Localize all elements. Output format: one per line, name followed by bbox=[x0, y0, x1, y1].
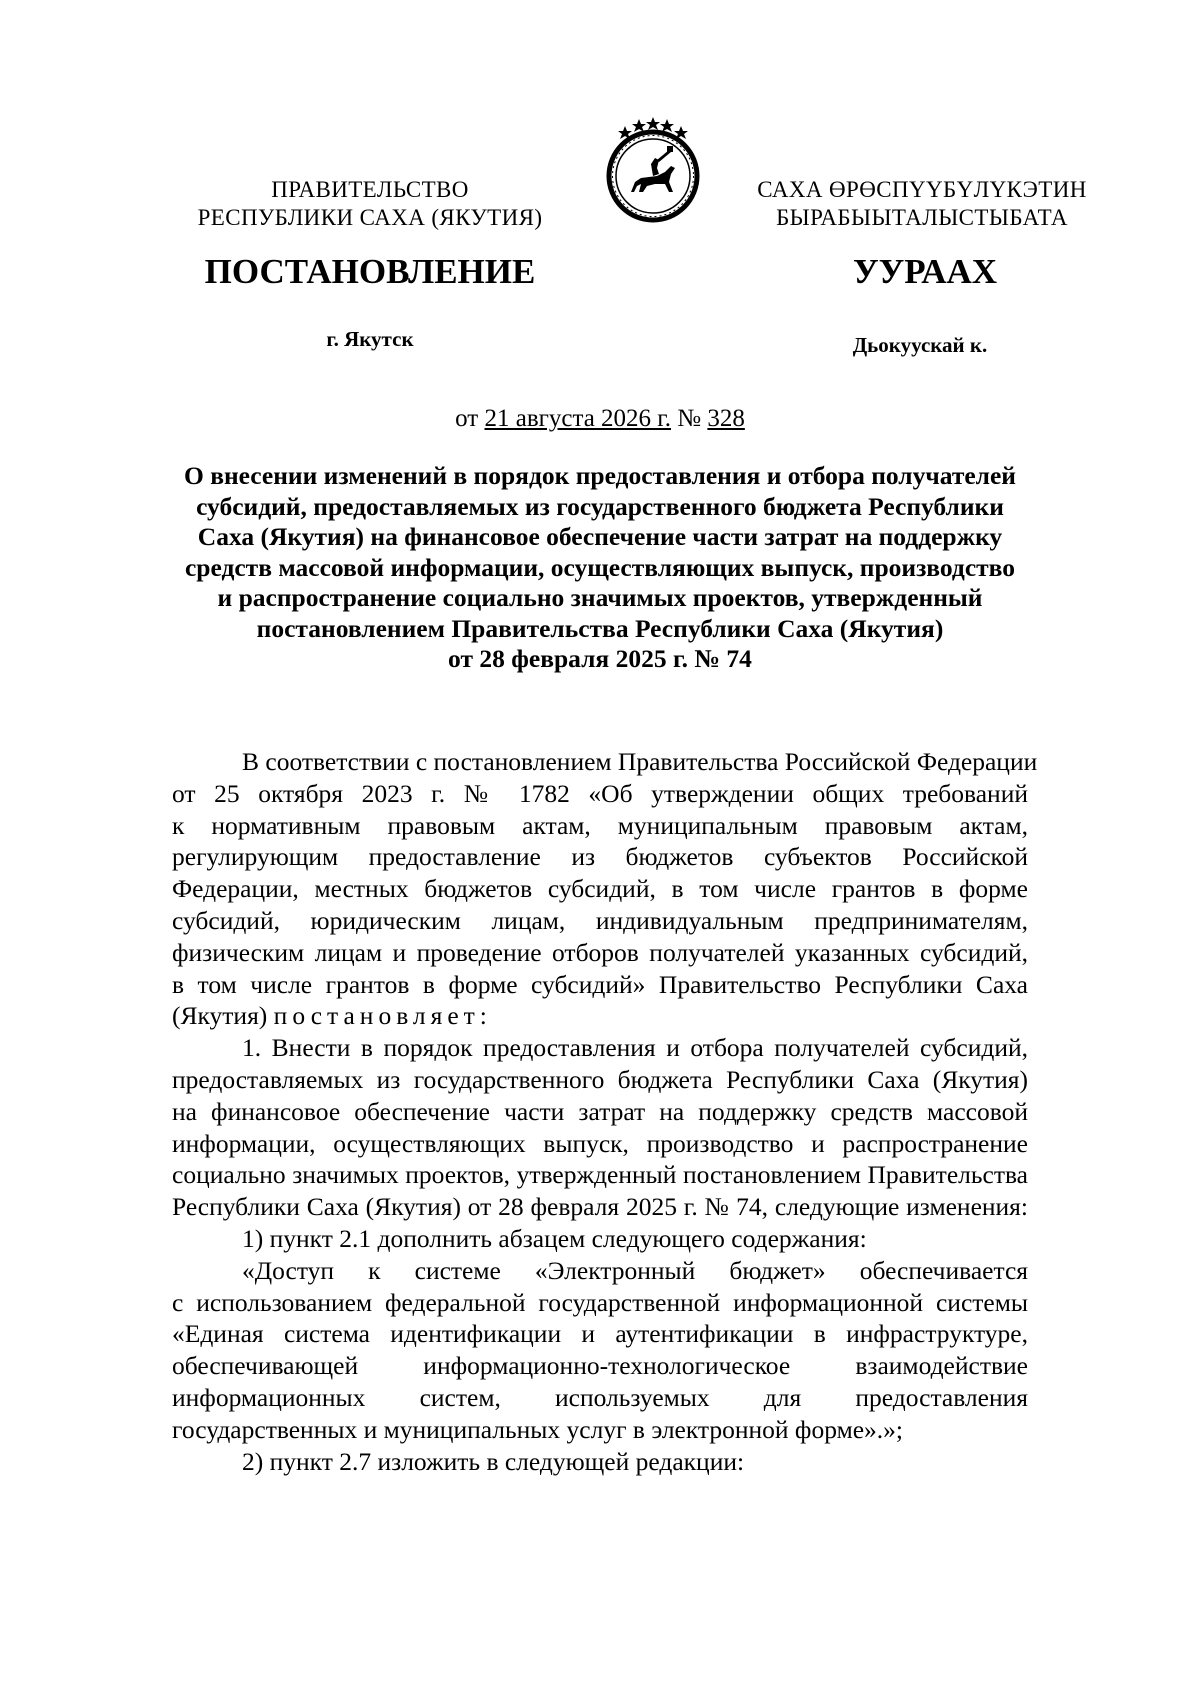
body-line: субсидий, юридическим лицам, индивидуальным предпринимателям, bbox=[172, 905, 1028, 935]
title-line: субсидий, предоставляемых из государственного бюджета Республики bbox=[196, 491, 1004, 521]
body-line: «Доступ к системе «Электронный бюджет» обеспечивается bbox=[242, 1255, 1028, 1285]
coat-of-arms-icon bbox=[597, 112, 709, 226]
body-line: социально значимых проектов, утвержденный постановлением Правительства bbox=[172, 1160, 1028, 1190]
doc-kind-sa: УУРААХ bbox=[852, 252, 998, 291]
document-body bbox=[172, 746, 1038, 1477]
title-line: от 28 февраля 2025 г. № 74 bbox=[448, 644, 752, 673]
doc-date: 21 августа 2026 г. bbox=[484, 405, 671, 432]
title-line: и распространение социально значимых проектов, утвержденный bbox=[217, 583, 983, 612]
document-title bbox=[172, 461, 1028, 675]
issuer-sa bbox=[737, 176, 1107, 232]
body-line: от 25 октября 2023 г. № 1782 «Об утверждении общих требований bbox=[172, 778, 1028, 808]
body-line: с использованием федеральной государственной информационной системы bbox=[172, 1287, 1028, 1317]
doc-kind-ru: ПОСТАНОВЛЕНИЕ bbox=[204, 252, 536, 291]
issuer-ru bbox=[175, 176, 565, 232]
body-line-resolves bbox=[172, 1000, 1028, 1032]
body-line: информации, осуществляющих выпуск, производство и распространение bbox=[172, 1128, 1028, 1158]
body-line: «Единая система идентификации и аутентификации в инфраструктуре, bbox=[172, 1319, 1028, 1349]
title-line: средств массовой информации, осуществляющих выпуск, производство bbox=[184, 552, 1016, 582]
body-line: В соответствии с постановлением Правительства Российской Федерации bbox=[242, 747, 1038, 776]
issuer-ru-line1: ПРАВИТЕЛЬСТВО bbox=[271, 177, 469, 202]
body-line: Республики Саха (Якутия) от 28 февраля 2025 г. № 74, следующие изменения: bbox=[172, 1192, 1028, 1222]
body-line: 1. Внести в порядок предоставления и отбора получателей субсидий, bbox=[242, 1033, 1028, 1063]
city-sa: Дьокуускай к. bbox=[852, 333, 988, 357]
body-line: информационных систем, используемых для предоставления bbox=[172, 1382, 1028, 1412]
title-line: постановлением Правительства Республики Саха (Якутия) bbox=[256, 613, 944, 643]
issuer-ru-line2: РЕСПУБЛИКИ САХА (ЯКУТИЯ) bbox=[197, 205, 543, 230]
number-sign: № bbox=[677, 405, 702, 432]
body-line: в том числе грантов в форме субсидий» Правительство Республики Саха bbox=[172, 969, 1028, 999]
date-prefix: от bbox=[455, 405, 479, 432]
body-line: Федерации, местных бюджетов субсидий, в том числе грантов в форме bbox=[172, 874, 1028, 904]
body-line: физическим лицам и проведение отборов получателей указанных субсидий, bbox=[172, 937, 1028, 967]
issuer-sa-line2: БЫРАБЫЫТАЛЫСТЫБАТА bbox=[776, 205, 1068, 230]
body-line-start: (Якутия) bbox=[172, 1001, 274, 1031]
body-line: на финансовое обеспечение части затрат на поддержку средств массовой bbox=[172, 1096, 1028, 1126]
body-line: 2) пункт 2.7 изложить в следующей редакции: bbox=[242, 1446, 745, 1476]
title-line: О внесении изменений в порядок предоставления и отбора получателей bbox=[183, 461, 1016, 490]
body-line: государственных и муниципальных услуг в электронной форме».»; bbox=[172, 1414, 903, 1444]
body-line: 1) пункт 2.1 дополнить абзацем следующего содержания: bbox=[242, 1223, 867, 1253]
body-line: к нормативным правовым актам, муниципальным правовым актам, bbox=[172, 810, 1028, 840]
doc-number: 328 bbox=[707, 405, 745, 432]
date-and-number bbox=[300, 404, 900, 434]
city-ru: г. Якутск bbox=[326, 327, 414, 351]
resolves-word: постановляет: bbox=[273, 1001, 492, 1031]
body-line: регулирующим предоставление из бюджетов субъектов Российской bbox=[172, 842, 1028, 872]
title-line: Саха (Якутия) на финансовое обеспечение части затрат на поддержку bbox=[197, 522, 1003, 551]
issuer-sa-line1: САХА ӨРӨСПҮҮБҮЛҮКЭТИН bbox=[757, 177, 1087, 202]
body-line: предоставляемых из государственного бюджета Республики Саха (Якутия) bbox=[172, 1064, 1028, 1094]
body-line: обеспечивающей информационно-технологическое взаимодействие bbox=[172, 1351, 1028, 1381]
